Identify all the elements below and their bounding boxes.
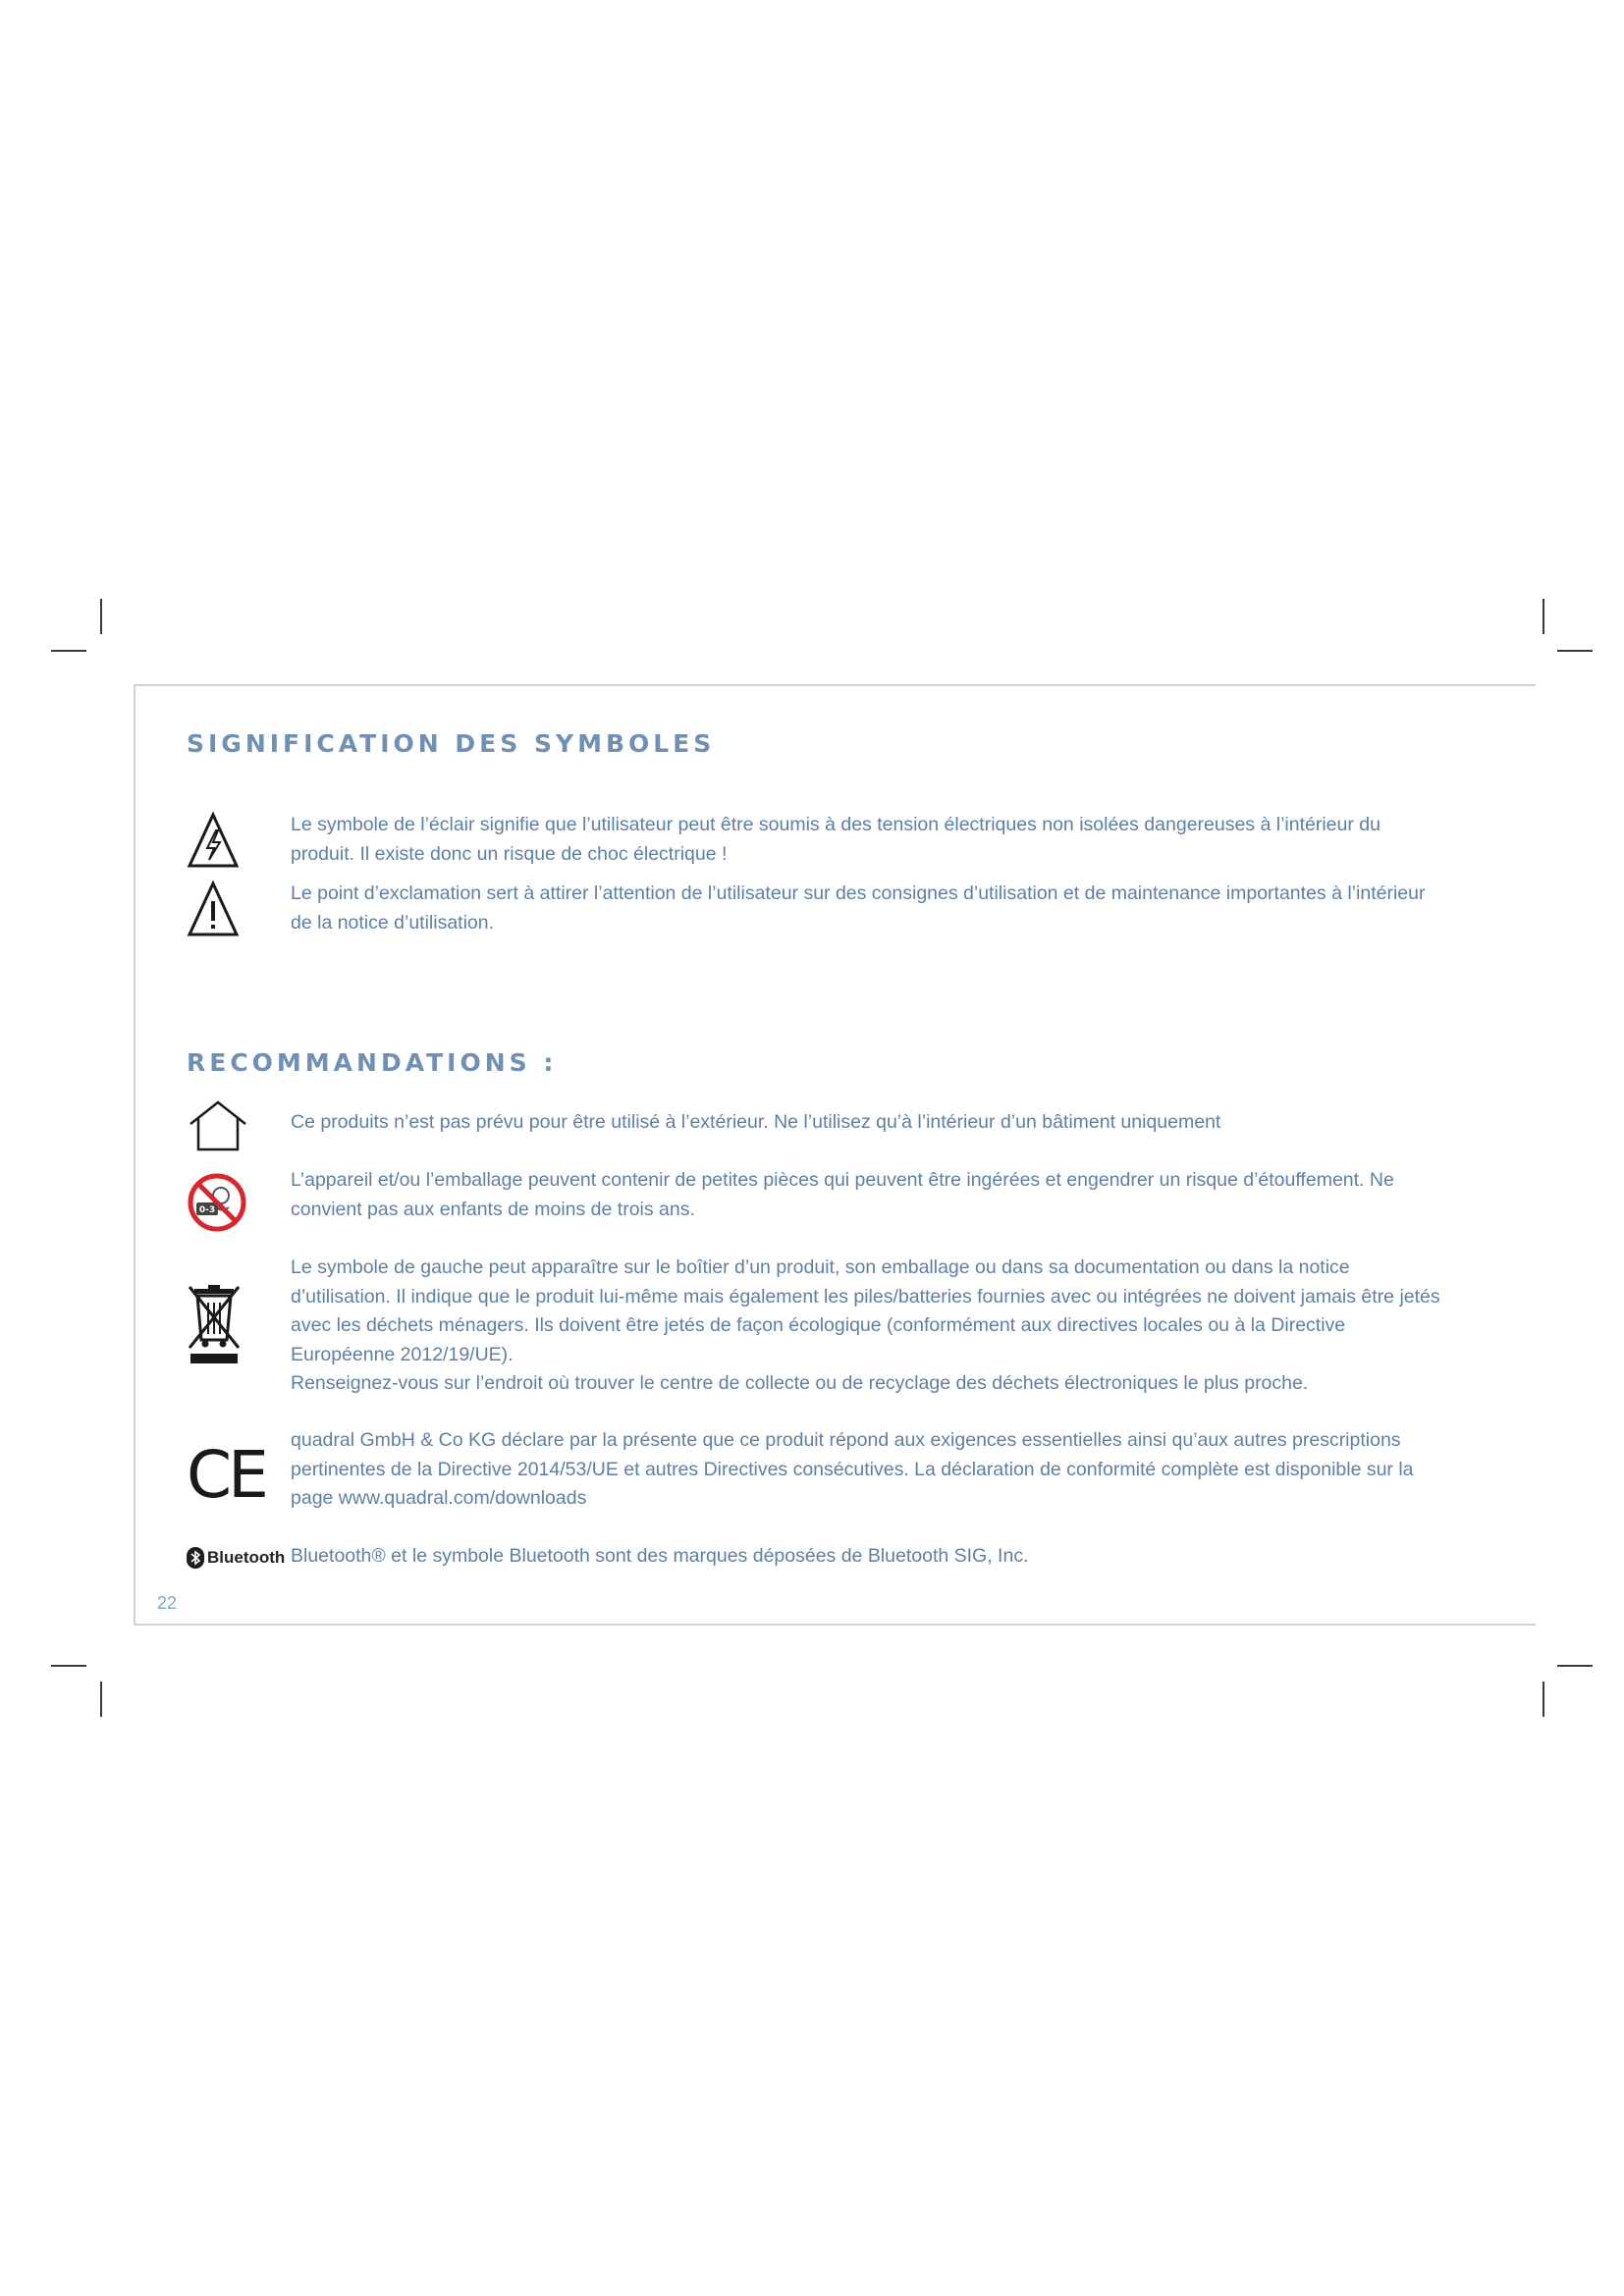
- age-badge-label: 0-3: [198, 1205, 216, 1215]
- lightning-warning-icon: [187, 811, 240, 870]
- ce-mark-icon: CE: [187, 1437, 265, 1513]
- recommendation-description: Le symbole de gauche peut apparaître sur le boîtier d’un produit, son emballage ou dans sa documentation ou dans la notice d’utilisation. Il indique que le produit lui-même mais également les piles/batteries fournies avec ou intégrées ne doivent jamais être jetés avec les déchets ménagers. Ils doivent être jetés de façon écologique (conformément aux directives locales ou à la Directive Européenne 2012/19/UE).: [291, 1256, 1440, 1365]
- crop-mark: [1557, 1665, 1593, 1667]
- exclamation-warning-icon: [187, 880, 240, 938]
- crop-mark: [1543, 1682, 1544, 1717]
- no-children-0-3-icon: [187, 1172, 247, 1233]
- crop-mark: [51, 1665, 86, 1667]
- crop-mark: [1543, 599, 1544, 634]
- recommendation-description: L’appareil et/ou l’emballage peuvent contenir de petites pièces qui peuvent être ingérées et engendrer un risque d’étouffement. Ne convient pas aux enfants de moins de trois ans.: [291, 1169, 1394, 1220]
- symbol-description: Le point d’exclamation sert à attirer l’attention de l’utilisateur sur des consignes d’utilisation et de maintenance importantes à l’intérieur de la notice d’utilisation.: [291, 882, 1426, 934]
- house-indoor-icon: [187, 1098, 249, 1153]
- recommendation-description: quadral GmbH & Co KG déclare par la présente que ce produit répond aux exigences essentielles ainsi qu’aux autres prescriptions pertinentes de la Directive 2014/53/UE et autres Directives consécutives. La déclaration de conformité complète est disponible sur la page www.quadral.com/downloads: [291, 1429, 1414, 1509]
- page-number: 22: [157, 1593, 178, 1613]
- symbol-description: Le symbole de l’éclair signifie que l’utilisateur peut être soumis à des tension électriques non isolées dangereuses à l’intérieur du produit. Il existe donc un risque de choc électrique !: [291, 814, 1380, 865]
- crop-mark: [100, 1682, 102, 1717]
- section-title-symboles: SIGNIFICATION DES SYMBOLES: [187, 729, 716, 758]
- recommendation-description-extra: Renseignez-vous sur l’endroit où trouver le centre de collecte ou de recyclage des déchets électroniques le plus proche.: [291, 1372, 1309, 1394]
- recommendation-description: Bluetooth® et le symbole Bluetooth sont des marques déposées de Bluetooth SIG, Inc.: [291, 1545, 1029, 1567]
- recommendation-description: Ce produits n’est pas prévu pour être utilisé à l’extérieur. Ne l’utilisez qu’à l’intérieur d’un bâtiment uniquement: [291, 1111, 1221, 1133]
- bluetooth-logo-label: Bluetooth: [207, 1548, 286, 1567]
- crop-mark: [1557, 650, 1593, 652]
- crossed-bin-icon: [187, 1283, 242, 1365]
- section-title-recommandations: RECOMMANDATIONS :: [187, 1048, 558, 1077]
- crop-mark: [51, 650, 86, 652]
- crop-mark: [100, 599, 102, 634]
